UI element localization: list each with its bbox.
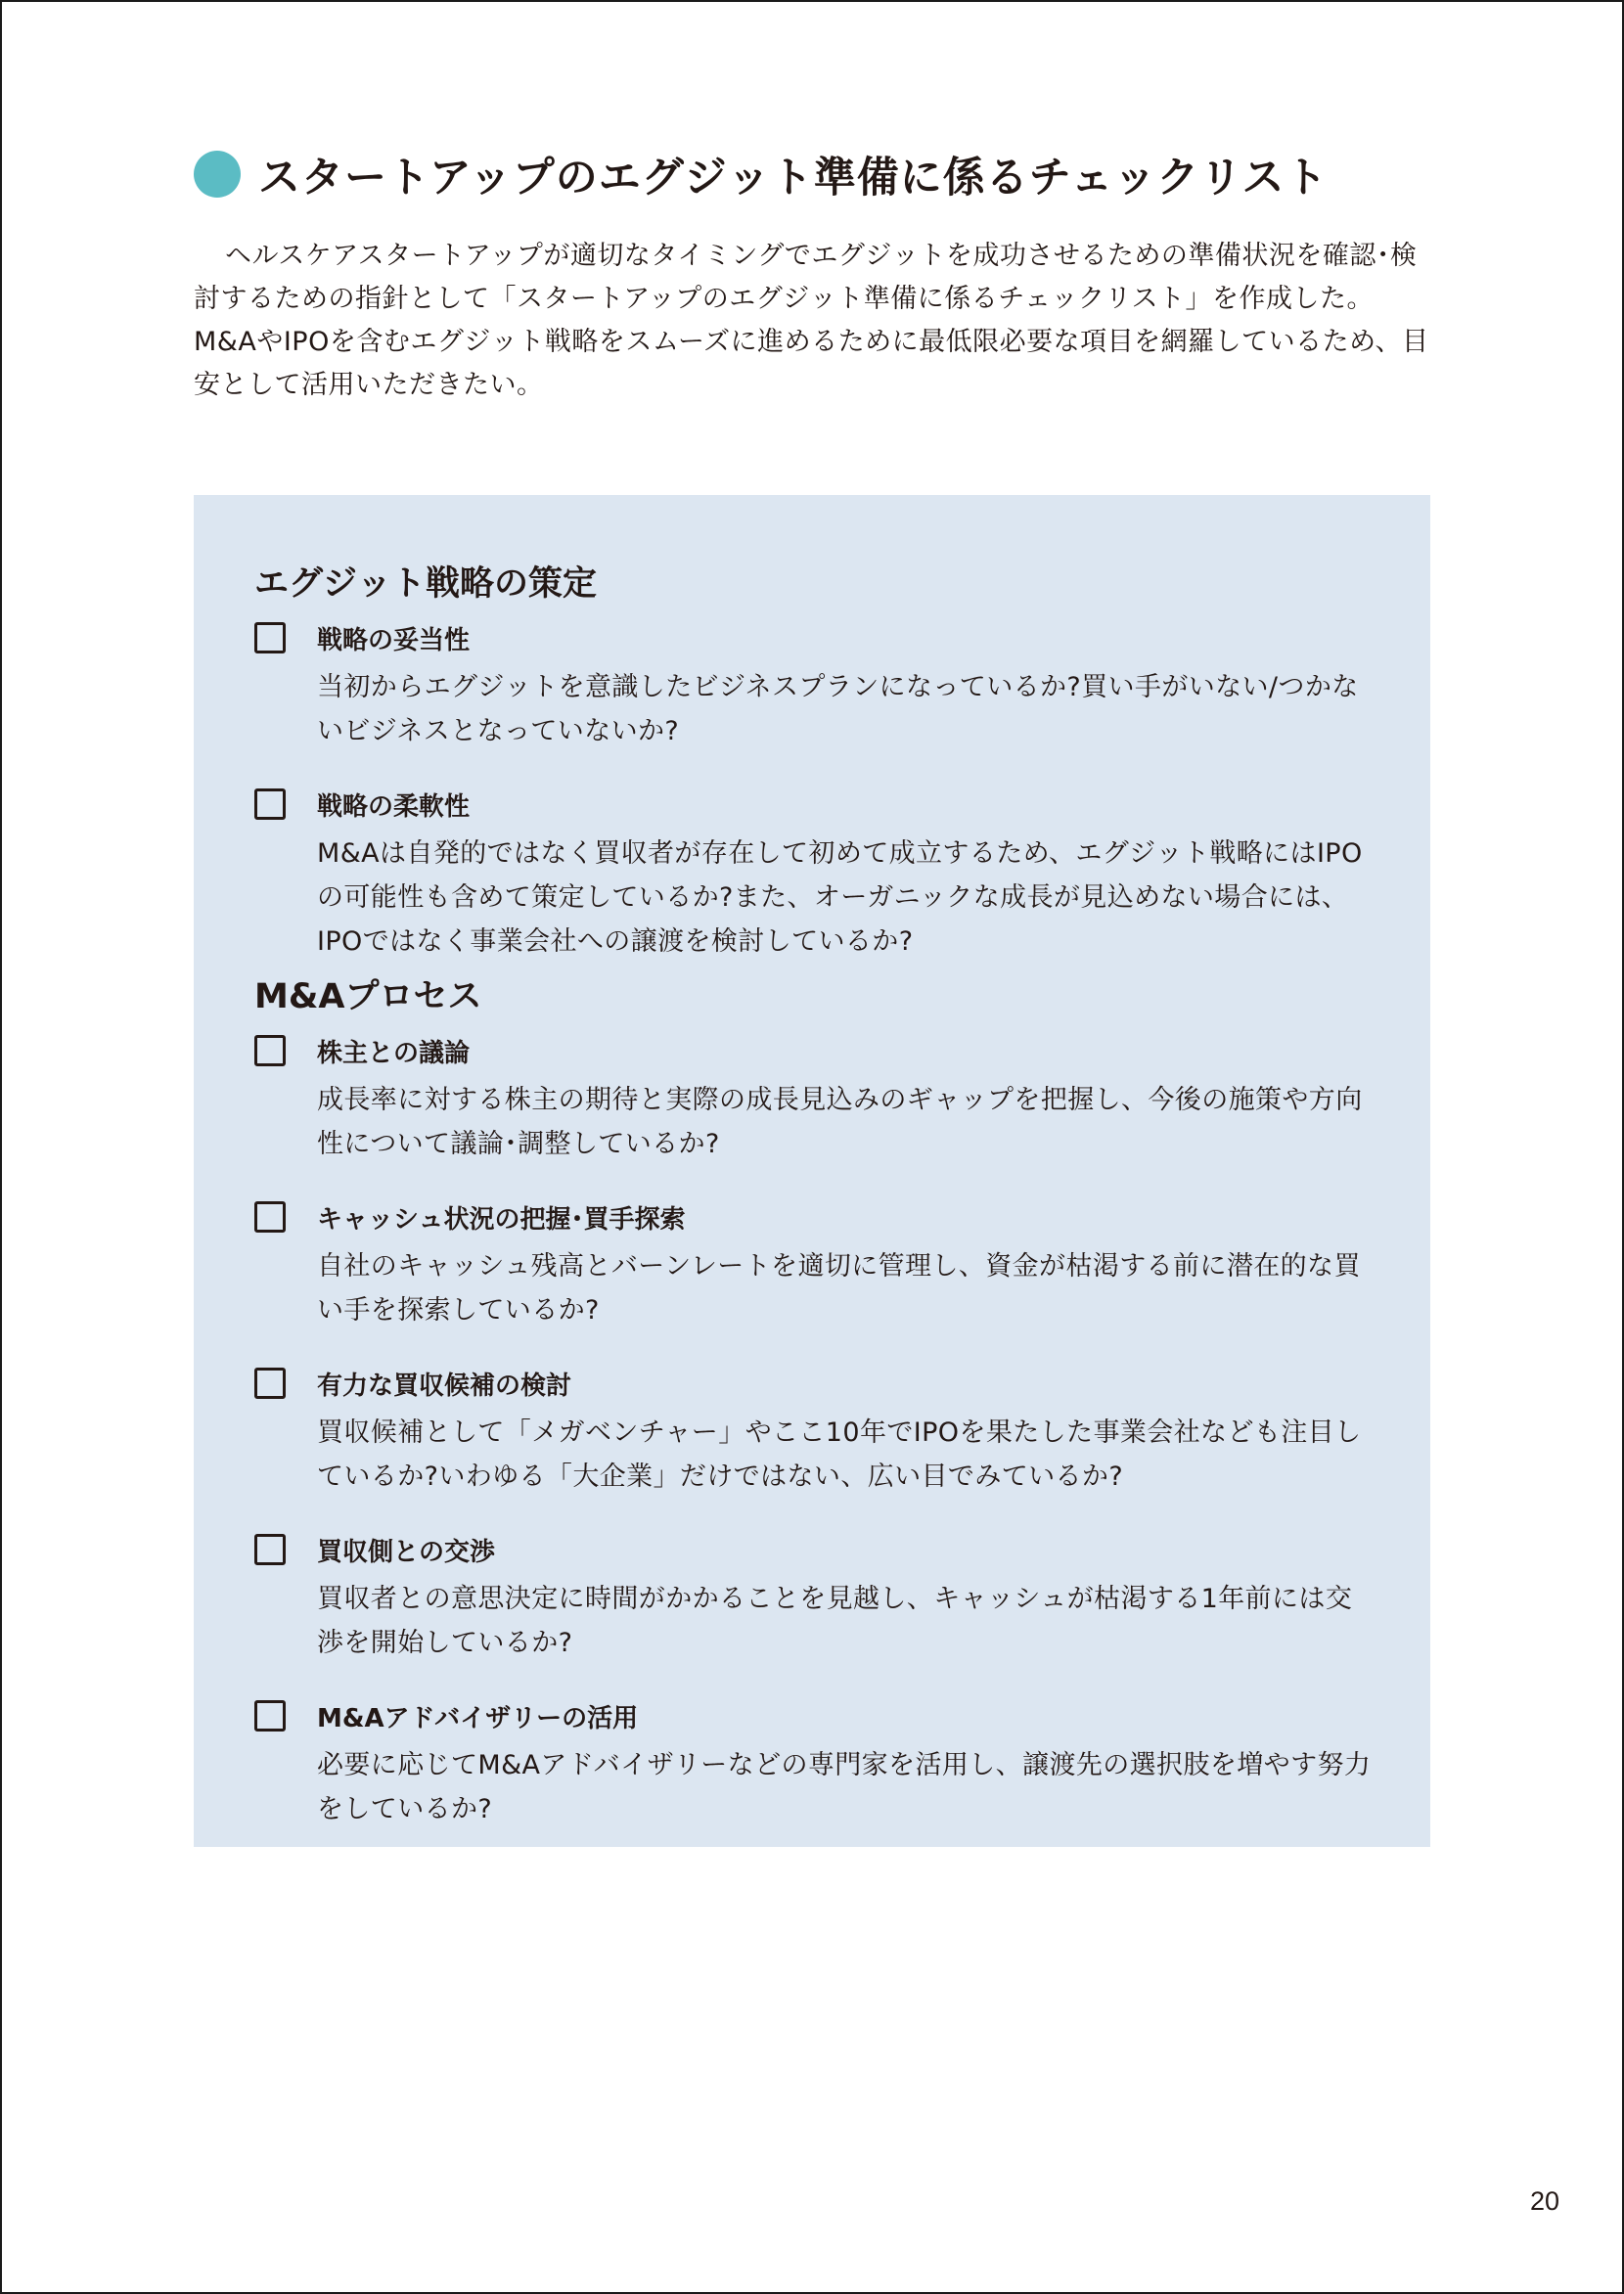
checkbox[interactable]: [254, 1534, 286, 1565]
checklist-item-title: 買収側との交渉: [317, 1537, 496, 1567]
checklist-item: [254, 1362, 1370, 1499]
section-title: M&Aプロセス: [254, 977, 482, 1016]
checklist-panel: [194, 495, 1430, 1847]
checklist-item-description: M&Aは自発的ではなく買収者が存在して初めて成立するため、エグジット戦略にはIPOの可能性も含めて策定しているか?また、オーガニックな成長が見込めない場合には、IPOではなく事業会社への譲渡を検討しているか?: [317, 838, 1363, 957]
checklist-item: [254, 616, 1370, 753]
checklist-item-title: M&Aアドバイザリーの活用: [317, 1703, 639, 1733]
checklist-item: [254, 783, 1370, 964]
checklist-item-title: キャッシュ状況の把握･買手探索: [317, 1204, 686, 1235]
checkbox[interactable]: [254, 622, 286, 653]
checkbox[interactable]: [254, 788, 286, 820]
section-exit-strategy: [254, 556, 1370, 993]
page-heading: [194, 145, 1329, 203]
checklist-item-description: 買収者との意思決定に時間がかかることを見越し、キャッシュが枯渇する1年前には交渉を開始しているか?: [317, 1584, 1353, 1658]
checklist-item: [254, 1029, 1370, 1166]
page-number: 20: [1529, 2186, 1559, 2216]
page-title: スタートアップのエグジット準備に係るチェックリスト: [258, 153, 1329, 202]
checklist-item: [254, 1528, 1370, 1665]
checklist-item-description: 当初からエグジットを意識したビジネスプランになっているか?買い手がいない/つかないビジネスとなっていないか?: [317, 672, 1359, 746]
checklist-item-description: 必要に応じてM&Aアドバイザリーなどの専門家を活用し、譲渡先の選択肢を増やす努力をしているか?: [317, 1750, 1372, 1824]
checklist-item-title: 戦略の柔軟性: [317, 791, 471, 822]
checkbox[interactable]: [254, 1035, 286, 1066]
intro-paragraph: ヘルスケアスタートアップが適切なタイミングでエグジットを成功させるための準備状況を確認･検討するための指針として「スタートアップのエグジット準備に係るチェックリスト」を作成した。M&AやIPOを含むエグジット戦略をスムーズに進めるために最低限必要な項目を網羅しているため、目安として活用いただきたい。: [194, 241, 1429, 400]
checkbox[interactable]: [254, 1368, 286, 1399]
section-ma-process: [254, 968, 1370, 1861]
checklist-item-title: 有力な買収候補の検討: [317, 1371, 572, 1401]
checkbox[interactable]: [254, 1700, 286, 1732]
heading-bullet-icon: [194, 151, 241, 198]
checklist-item-title: 株主との議論: [317, 1038, 471, 1068]
checklist-item: [254, 1694, 1370, 1831]
checklist-item-description: 成長率に対する株主の期待と実際の成長見込みのギャップを把握し、今後の施策や方向性について議論･調整しているか?: [317, 1085, 1363, 1159]
checkbox[interactable]: [254, 1201, 286, 1233]
section-title: エグジット戦略の策定: [254, 564, 598, 604]
checklist-item-description: 買収候補として「メガベンチャー」やここ10年でIPOを果たした事業会社なども注目しているか?いわゆる「大企業」だけではない、広い目でみているか?: [317, 1417, 1362, 1492]
checklist-item-description: 自社のキャッシュ残高とバーンレートを適切に管理し、資金が枯渇する前に潜在的な買い手を探索しているか?: [317, 1251, 1361, 1326]
checklist-item: [254, 1195, 1370, 1332]
checklist-item-title: 戦略の妥当性: [317, 625, 471, 655]
